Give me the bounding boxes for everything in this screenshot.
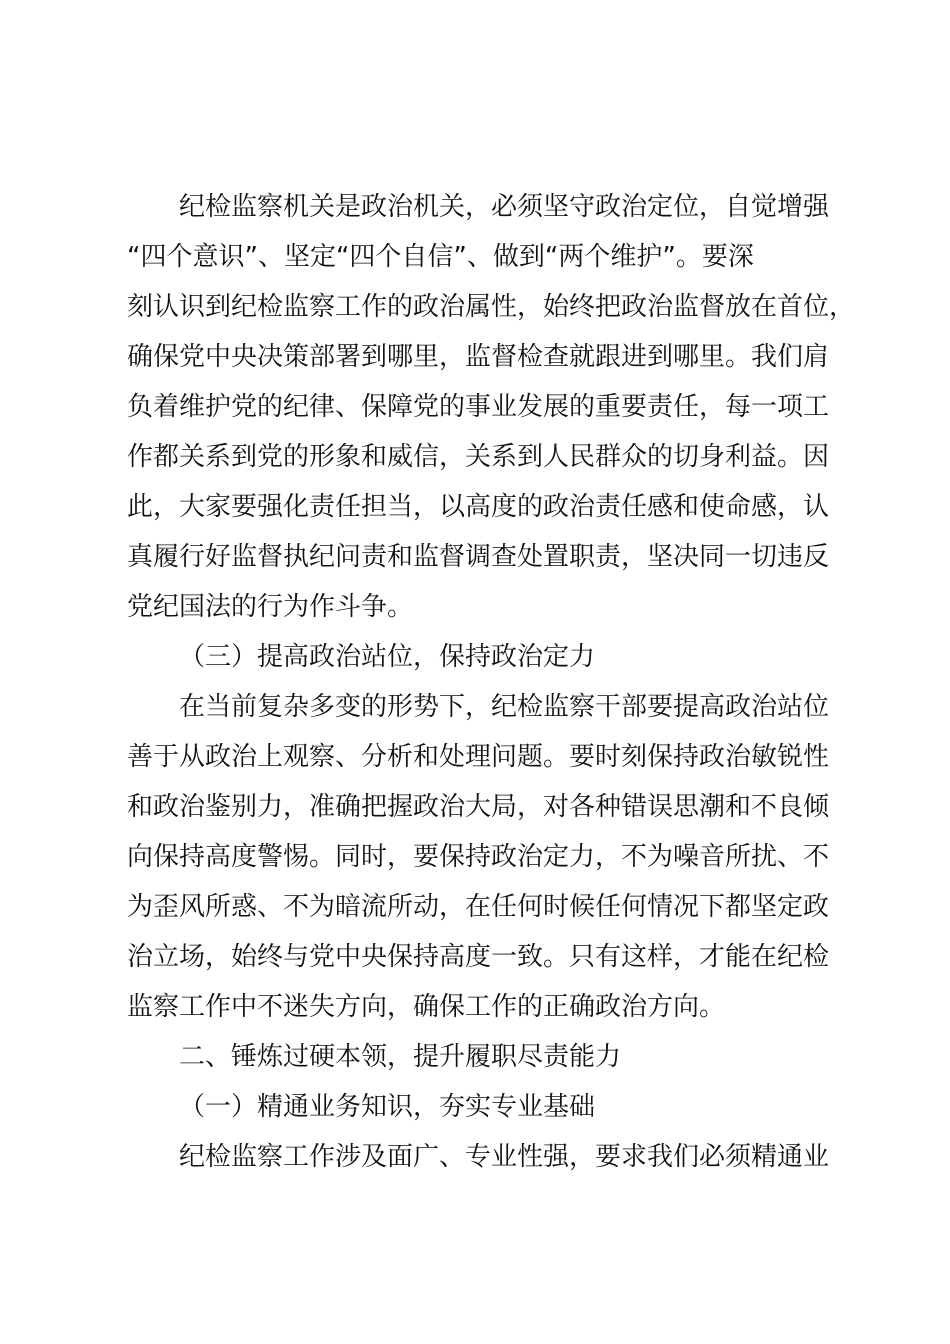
paragraph-line: 治立场，始终与党中央保持高度一致。只有这样，才能在纪检 bbox=[127, 942, 830, 972]
document-body bbox=[127, 182, 856, 1182]
paragraph-line: 刻认识到纪检监察工作的政治属性，始终把政治监督放在首位， bbox=[127, 292, 856, 322]
paragraph-line: 纪检监察机关是政治机关，必须坚守政治定位，自觉增强 bbox=[179, 192, 830, 222]
section-heading: （三）提高政治站位，保持政治定力 bbox=[179, 642, 596, 672]
paragraph-line: “四个意识”、坚定“四个自信”、做到“两个维护”。要深 bbox=[127, 242, 754, 272]
paragraph-line: 真履行好监督执纪问责和监督调查处置职责，坚决同一切违反 bbox=[127, 542, 830, 572]
paragraph-line: 为歪风所惑、不为暗流所动，在任何时候任何情况下都坚定政 bbox=[127, 892, 830, 922]
paragraph-line: 确保党中央决策部署到哪里，监督检查就跟进到哪里。我们肩 bbox=[127, 342, 830, 372]
paragraph-line: 和政治鉴别力，准确把握政治大局，对各种错误思潮和不良倾 bbox=[127, 792, 830, 822]
paragraph-line: 在当前复杂多变的形势下，纪检监察干部要提高政治站位 bbox=[179, 692, 830, 722]
paragraph-line: 监察工作中不迷失方向，确保工作的正确政治方向。 bbox=[127, 992, 726, 1022]
paragraph-line: 负着维护党的纪律、保障党的事业发展的重要责任，每一项工 bbox=[127, 392, 830, 422]
paragraph-line: 作都关系到党的形象和威信，关系到人民群众的切身利益。因 bbox=[127, 442, 830, 472]
paragraph-line: 善于从政治上观察、分析和处理问题。要时刻保持政治敏锐性 bbox=[127, 742, 830, 772]
paragraph-line: 向保持高度警惕。同时，要保持政治定力，不为噪音所扰、不 bbox=[127, 842, 830, 872]
section-heading: （一）精通业务知识，夯实专业基础 bbox=[179, 1092, 596, 1122]
paragraph-line: 纪检监察工作涉及面广、专业性强，要求我们必须精通业 bbox=[179, 1142, 830, 1172]
chapter-heading: 二、锤炼过硬本领，提升履职尽责能力 bbox=[179, 1042, 622, 1072]
paragraph-line: 党纪国法的行为作斗争。 bbox=[127, 592, 414, 622]
paragraph-line: 此，大家要强化责任担当，以高度的政治责任感和使命感，认 bbox=[127, 492, 830, 522]
